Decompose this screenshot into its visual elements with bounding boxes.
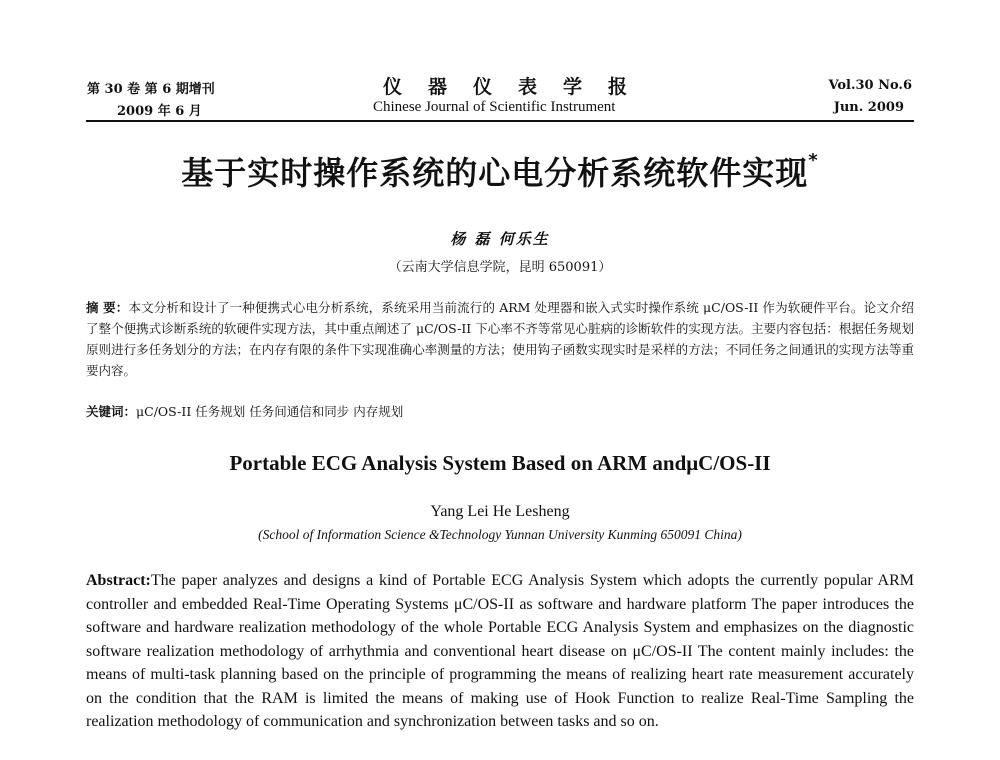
abstract-en <box>86 569 914 734</box>
abstract-cn <box>86 297 914 381</box>
header-rule <box>86 120 914 122</box>
abstract-cn-text: 本文分析和设计了一种便携式心电分析系统，系统采用当前流行的 ARM 处理器和嵌入式实时操作系统 μC/OS-II 作为软硬件平台。论文介绍了整个便携式诊断系统的软硬件实现方法，其中重点阐述了 μC/OS-II 下心率不齐等常见心脏病的诊断软件的实现方法。主要内容包括：根据任务规划原则进行多任务划分的方法；在内存有限的条件下实现准确心率测量的方法；使用钩子函数实现实时是采样的方法；不同任务之间通讯的实现方法等重要内容。 <box>86 300 915 378</box>
volume-issue-cn: 第 30 卷 第 6 期增刊 <box>87 82 215 97</box>
paper-title-cn <box>0 148 1000 194</box>
journal-name-cn: 仪器仪表学报 <box>383 76 654 98</box>
affiliation-cn: （云南大学信息学院，昆明 650091） <box>388 260 612 275</box>
volume-issue-en: Vol.30 No.6 <box>828 78 912 93</box>
abstract-cn-label: 摘 要： <box>86 300 129 315</box>
title-footnote-mark: * <box>808 150 819 172</box>
abstract-en-label: Abstract: <box>86 572 151 589</box>
date-en: Jun. 2009 <box>833 100 904 115</box>
authors-cn: 杨 磊 何乐生 <box>450 230 550 248</box>
date-cn: 2009 年 6 月 <box>117 104 202 119</box>
paper-title-en: Portable ECG Analysis System Based on ARM andμC/OS-II <box>229 451 771 475</box>
journal-name-en: Chinese Journal of Scientific Instrument <box>373 99 616 115</box>
abstract-en-text: The paper analyzes and designs a kind of Portable ECG Analysis System which adopts the currently popular ARM controller and embedded Real-Time Operating Systems μC/OS-II as software and hardware platform The paper introduces the software and hardware realization methodology of the whole Portable ECG Analysis System and emphasizes on the diagnostic software realization methodology of arrhythmia and conventional heart disease on μC/OS-II The content mainly includes: the means of multi-task planning based on the principle of programming the means of realizing heart rate measurement accurately on the condition that the RAM is limited the means of making use of Hook Function to realize Real-Time Sampling the realization methodology of communication and synchronization between tasks and so on. <box>86 572 914 730</box>
keywords-cn <box>86 402 403 420</box>
authors-en: Yang Lei He Lesheng <box>430 503 570 520</box>
paper-title-cn-text: 基于实时操作系统的心电分析系统软件实现 <box>181 154 809 192</box>
keywords-cn-text: μC/OS-II 任务规划 任务间通信和同步 内存规划 <box>136 404 404 419</box>
affiliation-en: (School of Information Science &Technology Yunnan University Kunming 650091 China) <box>258 527 742 542</box>
keywords-label: 关键词： <box>86 404 137 419</box>
